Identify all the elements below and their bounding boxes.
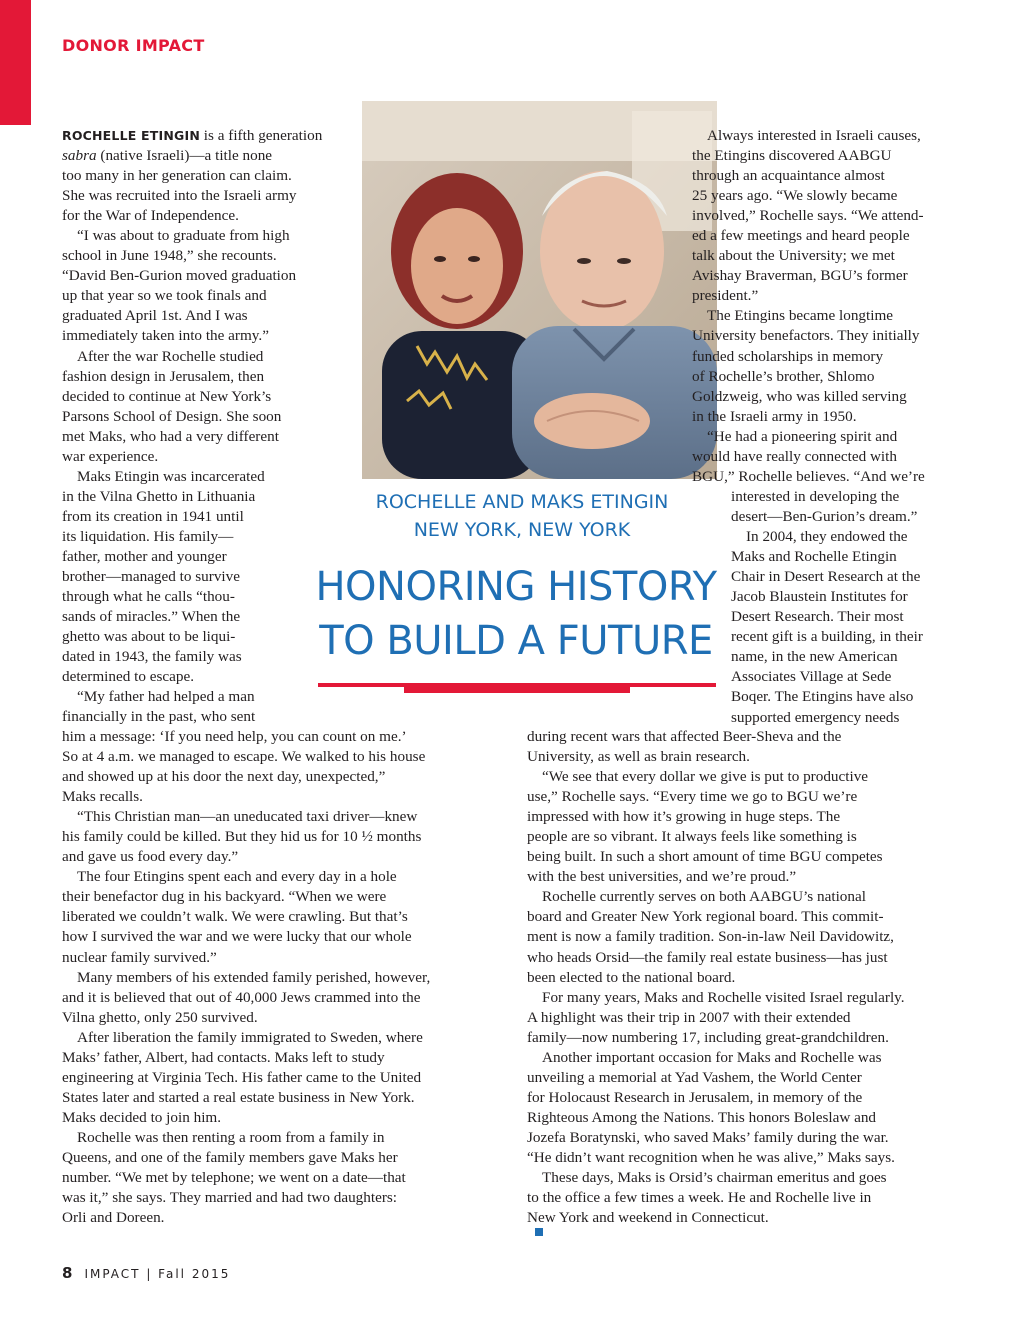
text-line: supported emergency needs: [731, 708, 900, 726]
text-line: In 2004, they endowed the: [746, 528, 908, 546]
text-line: engineering at Virginia Tech. His father came to the United: [62, 1068, 422, 1086]
text-line: his family could be killed. But they hid us for 10 ½ months: [62, 828, 422, 846]
text-line: She was recruited into the Israeli army: [62, 187, 297, 205]
headline-rule-accent: [404, 687, 630, 693]
text-line: interested in developing the: [731, 488, 900, 505]
lead-name: ROCHELLE ETINGIN: [62, 128, 200, 143]
text-line: “We see that every dollar we give is put to productive: [542, 768, 869, 786]
text-line: The four Etingins spent each and every day in a hole: [77, 868, 397, 886]
text-line: [527, 1208, 905, 1236]
text-line: Avishay Braverman, BGU’s former: [692, 267, 908, 285]
text-line: Maks and Rochelle Etingin: [731, 548, 897, 566]
text-line: University, as well as brain research.: [527, 748, 750, 766]
text-line: “My father had helped a man: [77, 688, 255, 706]
text-line: being built. In such a short amount of time BGU competes: [527, 848, 883, 866]
text-line: who heads Orsid—the family real estate business—has just: [527, 948, 888, 966]
text-line: up that year so we took finals and: [62, 287, 267, 305]
left-column-top: [62, 126, 322, 727]
text-line: University benefactors. They initially: [692, 327, 920, 345]
text-line: Maks Etingin was incarcerated: [77, 467, 265, 485]
text-line: dated in 1943, the family was: [62, 648, 242, 666]
text-fragment: is a fifth generation: [200, 127, 323, 144]
photo-illustration: [362, 101, 717, 479]
text-line: funded scholarships in memory: [692, 347, 884, 365]
text-line: and showed up at his door the next day, unexpected,”: [62, 768, 386, 786]
text-line: president.”: [692, 287, 759, 305]
text-line: and it is believed that out of 40,000 Jews crammed into the: [62, 988, 421, 1006]
caption-line: ROCHELLE AND MAKS ETINGIN: [375, 491, 669, 513]
text-line: 25 years ago. “We slowly became: [692, 187, 898, 205]
text-fragment: (native Israeli)—a title none: [100, 147, 273, 165]
text-line: of Rochelle’s brother, Shlomo: [692, 367, 875, 385]
text-line: him a message: ‘If you need help, you can count on me.’: [62, 728, 407, 745]
text-line: from its creation in 1941 until: [62, 507, 244, 525]
text-line: Jacob Blaustein Institutes for: [731, 588, 908, 606]
text-fragment: New York and weekend in Connecticut.: [527, 1209, 769, 1227]
text-line: board and Greater New York regional board. This commit-: [527, 908, 884, 926]
right-column-bottom: [527, 727, 905, 1236]
text-line: father, mother and younger: [62, 547, 227, 565]
text-line: Righteous Among the Nations. This honors Boleslaw and: [527, 1108, 877, 1126]
text-line: fashion design in Jerusalem, then: [62, 367, 265, 385]
text-line: Maks recalls.: [62, 788, 143, 806]
text-line: Maks’ father, Albert, had contacts. Maks left to study: [62, 1048, 385, 1066]
sabra-word: sabra: [62, 147, 97, 165]
right-column-top: [692, 126, 925, 487]
text-line: BGU,” Rochelle believes. “And we’re: [692, 467, 925, 485]
text-line: financially in the past, who sent: [62, 708, 256, 726]
text-line: how I survived the war and we were lucky that our whole: [62, 928, 412, 946]
text-line: their benefactor dug in his backyard. “When we were: [62, 888, 387, 906]
text-line: “David Ben-Gurion moved graduation: [62, 267, 297, 285]
section-color-bar: [0, 0, 31, 125]
text-line: Many members of his extended family perished, however,: [77, 968, 431, 986]
text-line: Vilna ghetto, only 250 survived.: [62, 1008, 258, 1026]
text-line: too many in her generation can claim.: [62, 167, 292, 185]
text-line: graduated April 1st. And I was: [62, 307, 248, 325]
text-line: Queens, and one of the family members gave Maks her: [62, 1148, 398, 1166]
text-line: determined to escape.: [62, 668, 194, 686]
section-label: DONOR IMPACT: [62, 36, 205, 55]
text-line: Associates Village at Sede: [731, 668, 892, 686]
text-line: Goldzweig, who was killed serving: [692, 387, 907, 405]
photo-caption: [312, 488, 732, 544]
headline-line: TO BUILD A FUTURE: [319, 618, 713, 664]
page-footer: [62, 1264, 230, 1282]
text-line: been elected to the national board.: [527, 968, 736, 986]
text-line: ghetto was about to be liqui-: [62, 628, 236, 646]
text-line: use,” Rochelle says. “Every time we go to BGU we’re: [527, 788, 858, 806]
text-line: After liberation the family immigrated to Sweden, where: [77, 1028, 423, 1046]
text-line: nuclear family survived.”: [62, 948, 217, 966]
text-line: A highlight was their trip in 2007 with their extended: [527, 1008, 851, 1026]
text-line: Desert Research. Their most: [731, 608, 904, 626]
text-line: people are so vibrant. It always feels like something is: [527, 828, 857, 846]
text-line: Another important occasion for Maks and Rochelle was: [542, 1048, 882, 1066]
text-line: name, in the new American: [731, 648, 898, 666]
text-line: Chair in Desert Research at the: [731, 568, 921, 586]
text-line: So at 4 a.m. we managed to escape. We walked to his house: [62, 748, 426, 766]
text-line: liberated we couldn’t walk. We were crawling. But that’s: [62, 908, 408, 926]
text-line: would have really connected with: [692, 447, 897, 465]
text-line: during recent wars that affected Beer-Sheva and the: [527, 728, 842, 745]
text-line: impressed with how it’s growing in huge steps. The: [527, 808, 841, 826]
text-line: decided to continue at New York’s: [62, 387, 272, 405]
text-line: through what he calls “thou-: [62, 588, 235, 606]
text-line: in the Israeli army in 1950.: [692, 407, 857, 425]
text-line: in the Vilna Ghetto in Lithuania: [62, 487, 256, 505]
text-line: for the War of Independence.: [62, 207, 239, 225]
page-number: 8: [62, 1264, 73, 1282]
text-line: for Holocaust Research in Jerusalem, in memory of the: [527, 1088, 863, 1106]
text-line: number. “We met by telephone; we went on a date—that: [62, 1169, 406, 1187]
text-line: States later and started a real estate business in New York.: [62, 1088, 415, 1106]
text-line: After the war Rochelle studied: [77, 347, 264, 365]
text-line: Rochelle currently serves on both AABGU’s national: [542, 888, 866, 906]
text-line: “This Christian man—an uneducated taxi driver—knew: [77, 808, 418, 826]
text-line: “He didn’t want recognition when he was alive,” Maks says.: [527, 1148, 895, 1166]
text-line: Rochelle was then renting a room from a family in: [77, 1128, 385, 1146]
publication-name: IMPACT | Fall 2015: [84, 1267, 231, 1281]
text-line: unveiling a memorial at Yad Vashem, the World Center: [527, 1068, 862, 1086]
text-line: war experience.: [62, 447, 159, 465]
headline-line: HONORING HISTORY: [315, 564, 717, 610]
text-line: met Maks, who had a very different: [62, 427, 279, 445]
text-line: “He had a pioneering spirit and: [707, 427, 898, 445]
left-column-bottom: [62, 727, 430, 1228]
text-line: through an acquaintance almost: [692, 167, 885, 185]
article-headline: [290, 560, 742, 668]
text-line: was it,” she says. They married and had two daughters:: [62, 1189, 398, 1207]
text-line: recent gift is a building, in their: [731, 628, 923, 646]
text-line: ed a few meetings and heard people: [692, 227, 910, 245]
text-line: desert—Ben-Gurion’s dream.”: [731, 508, 918, 526]
right-column-middle: [731, 487, 923, 728]
text-line: The Etingins became longtime: [707, 307, 893, 325]
text-line: Maks decided to join him.: [62, 1108, 222, 1126]
text-line: family—now numbering 17, including great-grandchildren.: [527, 1028, 889, 1046]
text-line: its liquidation. His family—: [62, 527, 234, 545]
text-line: [62, 126, 322, 146]
text-line: Boqer. The Etingins have also: [731, 688, 914, 706]
text-line: the Etingins discovered AABGU: [692, 147, 892, 165]
text-line: to the office a few times a week. He and Rochelle live in: [527, 1189, 872, 1207]
text-line: ment is now a family tradition. Son-in-law Neil Davidowitz,: [527, 928, 894, 946]
text-line: Jozefa Boratynski, who saved Maks’ family during the war.: [527, 1128, 889, 1146]
text-line: Orli and Doreen.: [62, 1209, 165, 1227]
text-line: with the best universities, and we’re proud.”: [527, 868, 797, 886]
caption-line: NEW YORK, NEW YORK: [413, 519, 631, 541]
text-line: “I was about to graduate from high: [77, 227, 290, 245]
text-line: Always interested in Israeli causes,: [707, 127, 921, 144]
text-line: school in June 1948,” she recounts.: [62, 247, 277, 265]
text-line: sands of miracles.” When the: [62, 608, 241, 626]
text-line: involved,” Rochelle says. “We attend-: [692, 207, 924, 225]
text-line: immediately taken into the army.”: [62, 327, 269, 345]
text-line: These days, Maks is Orsid’s chairman emeritus and goes: [542, 1169, 887, 1187]
text-line: talk about the University; we met: [692, 247, 895, 265]
couple-photo: [362, 101, 717, 479]
text-line: [62, 146, 322, 166]
end-mark-icon: [535, 1228, 543, 1236]
text-line: For many years, Maks and Rochelle visited Israel regularly.: [542, 988, 905, 1006]
text-line: Parsons School of Design. She soon: [62, 407, 282, 425]
text-line: and gave us food every day.”: [62, 848, 239, 866]
text-line: brother—managed to survive: [62, 568, 240, 586]
